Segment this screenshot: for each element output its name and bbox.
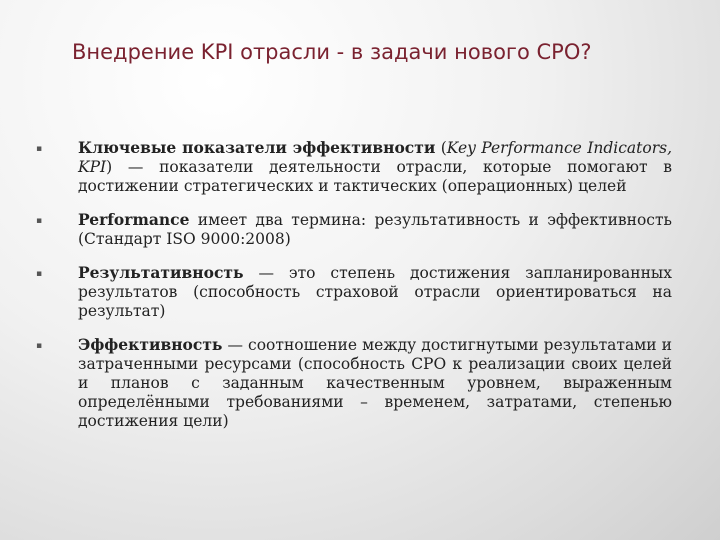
bullet-list — [36, 138, 672, 445]
bullet-term: Ключевые показатели эффективности — [78, 138, 436, 157]
bullet-text — [78, 335, 672, 431]
bullet-term: Результативность — [78, 263, 244, 282]
bullet-term-english: Key Performance Indicators, KPI — [78, 139, 672, 176]
bullet-marker-icon: ▪ — [36, 144, 43, 154]
bullet-text — [78, 263, 672, 321]
bullet-term: Эффективность — [78, 335, 223, 354]
bullet-rest: — соотношение между достигнутыми результатами и затраченными ресурсами (способность СРО к реализации своих целей и планов с заданным качественным уровнем, выраженным определёнными требованиями – временем, затратами, степенью достижения цели) — [78, 336, 672, 430]
bullet-kpi-definition — [36, 138, 672, 196]
bullet-performance — [36, 210, 672, 249]
bullet-marker-icon: ▪ — [36, 341, 43, 351]
bullet-rest: — это степень достижения запланированных результатов (способность страховой отрасли ориентироваться на результат) — [78, 264, 672, 320]
bullet-effectiveness — [36, 263, 672, 321]
bullet-rest: имеет два термина: результативность и эффективность (Стандарт ISO 9000:2008) — [78, 211, 672, 248]
bullet-marker-icon: ▪ — [36, 269, 43, 279]
bullet-marker-icon: ▪ — [36, 216, 43, 226]
slide-title: Внедрение KPI отрасли - в задачи нового СРО? — [72, 40, 592, 64]
bullet-text — [78, 138, 672, 196]
bullet-paren: ( — [435, 139, 447, 157]
bullet-efficiency — [36, 335, 672, 431]
bullet-term: Performance — [78, 210, 190, 229]
bullet-rest: ) — показатели деятельности отрасли, которые помогают в достижении стратегических и тактических (операционных) целей — [78, 158, 672, 195]
bullet-text — [78, 210, 672, 249]
